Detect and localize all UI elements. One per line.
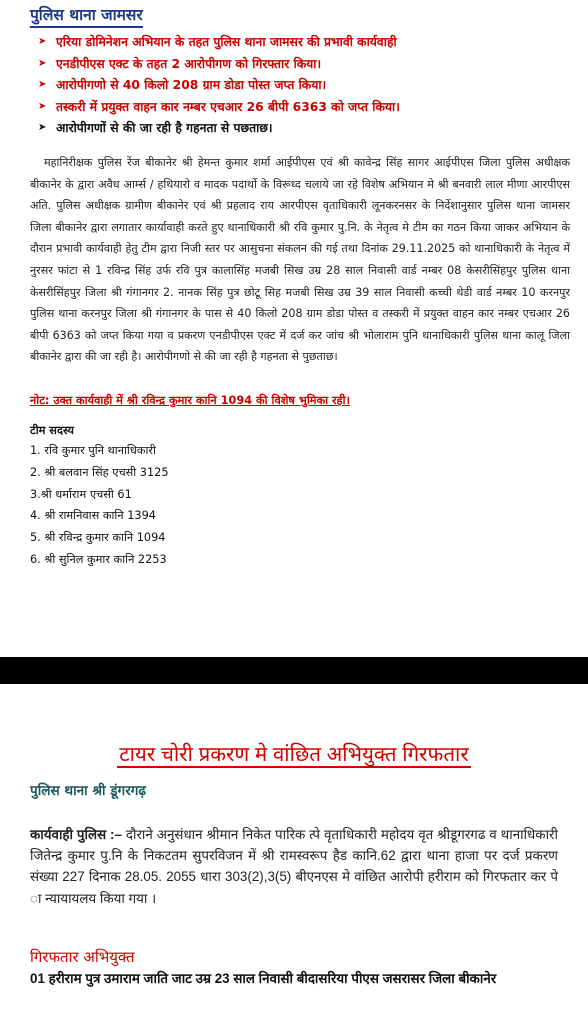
arrow-icon: ➤ (38, 79, 47, 90)
team-member: 2. श्री बलवान सिंह एचसी 3125 (30, 465, 169, 479)
action-label: कार्यवाही पुलिस :– (30, 827, 122, 842)
arrow-icon: ➤ (38, 122, 47, 133)
section-divider (0, 657, 588, 684)
highlights-list (38, 33, 578, 141)
highlight-item (38, 119, 578, 141)
action-text: दौराने अनुसंधान श्रीमान निकेत पारिक त्पे वृताधिकारी महोदय वृत श्रीडूगरगढ व थानाधिकारी जितेन्द्र कुमार पु.नि के निकटतम सुपरविजन में श्री रामस्वरूप हैड कानि.62 द्वारा थाना हाजा पर दर्ज प्रकरण संख्या 227 दिनाक 28.05. 2055 धारा 303(2),3(5) बीएनएस मे वांछित आरोपी हरीराम को गिरफतार कर पे ा न्यायायलय किया गया । (30, 827, 558, 906)
highlight-text: आरोपीगणों से की जा रही है गहनता से पछताछ। (56, 121, 273, 135)
highlight-item (38, 55, 578, 77)
team-members-list (30, 440, 169, 571)
highlight-item (38, 33, 578, 55)
arrested-heading: गिरफतार अभियुक्त (30, 948, 135, 966)
highlight-text: एनडीपीएस एक्ट के तहत 2 आरोपीगण को गिरफ्तार किया। (56, 56, 322, 71)
team-member: 4. श्री रामनिवास कानि 1394 (30, 509, 156, 523)
accused-details: 01 हरीराम पुत्र उमाराम जाति जाट उम्र 23 साल निवासी बीदासरिया पीएस जसरासर जिला बीकानेर (30, 971, 497, 986)
highlight-item (38, 98, 578, 120)
highlight-text: आरोपीगणो से 40 किलो 208 ग्राम डोडा पोस्त जप्त किया। (56, 78, 327, 92)
special-role-note: नोट: उक्त कार्यवाही में श्री रविन्द्र कुमार कानि 1094 की विशेष भुमिका रही। (30, 394, 350, 407)
team-member: 3.श्री धर्माराम एचसी 61 (30, 487, 132, 501)
team-heading: टीम सदस्य (30, 424, 74, 437)
arrow-icon: ➤ (38, 36, 47, 47)
headline (0, 740, 588, 770)
highlight-text: एरिया डोमिनेशन अभियान के तहत पुलिस थाना जामसर की प्रभावी कार्यवाही (56, 35, 397, 49)
headline-text: टायर चोरी प्रकरण मे वांछित अभियुक्त गिरफतार (119, 743, 469, 766)
team-member: 5. श्री रविन्द्र कुमार कानि 1094 (30, 531, 166, 545)
team-member: 1. रवि कुमार पुनि थानाधिकारी (30, 444, 156, 457)
arrow-icon: ➤ (38, 100, 47, 112)
highlight-item (38, 76, 578, 98)
arrow-icon: ➤ (38, 57, 47, 69)
highlight-text: तस्करी में प्रयुक्त वाहन कार नम्बर एचआर 26 बीपी 6363 को जप्त किया। (56, 99, 400, 114)
team-member: 6. श्री सुनिल कुमार कानि 2253 (30, 552, 167, 566)
body-paragraph: महानिरीक्षक पुलिस रेंज बीकानेर श्री हेमन्त कुमार शर्मा आईपीएस एवं श्री कावेन्द्र सिंह सागर आईपीएस जिला पुलिस अधीक्षक बीकानेर के द्वारा अवैध आर्म्स / हथियारो व मादक पदार्थो के विरूध्द चलाये जा रहे विशेष अभियान मे श्री बनवारी लाल मीणा आरपीएस अति. पुलिस अधीक्षक ग्रामीण बीकानेर एवं श्री प्रहलाद राय आरपीएस वृताधिकारी लूनकरनसर के निर्देशानुसार पुलिस थाना जामसर जिला बीकानेर द्वारा लगातार कार्यावाही करते हुए थानाधिकारी श्री रवि कुमार पु.नि. के नेतृत्व मे टीम का गठन किया जाकर अभियान के दौरान प्रभावी कार्यवाही हेतु टीम द्वारा निजी स्तर पर आसुचना संकलन की गई तथा दिनांक 29.11.2025 को थानाधिकारी के नेतृत्व में नुरसर फांटा से 1 रविन्द्र सिंह उर्फ रवि पुत्र कालासिंह मजबी सिख उम्र 28 साल निवासी वार्ड नम्बर 08 केसरीसिंहपुर पुलिस थाना केसरीसिंहपुर जिला श्री गंगानगर 2. नानक सिंह पुत्र छोटू सिह मजबी सिख उम्र 39 साल निवासी कच्ची थेडी वार्ड नम्बर 10 करनपुर पुलिस थाना करनपुर जिला श्री गंगानगर के पास से 40 किलो 208 ग्राम डोडा पोस्त व तस्करी में प्रयुक्त वाहन कार नम्बर एचआर 26 बीपी 6363 को जप्त किया गया व प्रकरण एनडीपीएस एक्ट में दर्ज कर जांच श्री भोलाराम पुनि थानाधिकारी पुलिस थाना कालू जिला बीकानेर द्वारा की जा रही है। आरोपीगणो से की जा रही है गहनता से पुछताछ। (30, 156, 570, 364)
station-title-jamsar: पुलिस थाना जामसर (30, 5, 143, 28)
action-paragraph (30, 824, 558, 909)
station-title-dungargarh: पुलिस थाना श्री डूंगरगढ़ (30, 783, 147, 799)
